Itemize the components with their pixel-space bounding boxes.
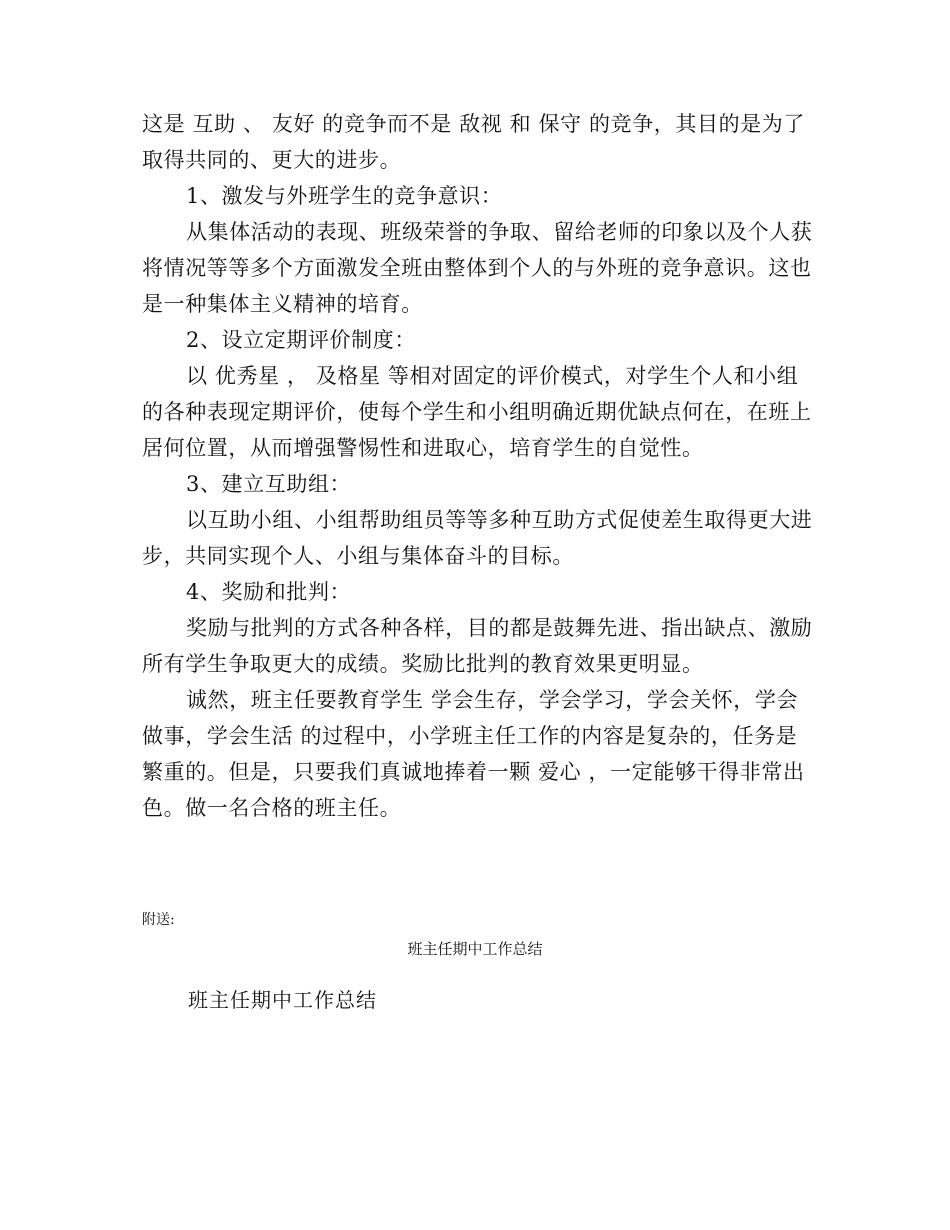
doc-title: 班主任期中工作总结 [407,940,543,958]
paragraph-intro: 这是 互助 、 友好 的竞争而不是 敌视 和 保守 的竞争，其目的是为了取得共同的、更大的进步。 [142,112,805,172]
body-text [142,106,814,826]
heading-4: 4、奖励和批判： [186,580,352,604]
paragraph-conclusion: 诚然，班主任要教育学生 学会生存，学会学习，学会关怀，学会做事，学会生活 的过程中，小学班主任工作的内容是复杂的，任务是繁重的。但是，只要我们真诚地捧着一颗 爱心 ，一定能够干得非常出色。做一名合格的班主任。 [142,688,805,820]
paragraph-1: 从集体活动的表现、班级荣誉的争取、留给老师的印象以及个人获将情况等等多个方面激发全班由整体到个人的与外班的竞争意识。这也是一种集体主义精神的培育。 [142,220,813,316]
paragraph-4: 奖励与批判的方式各种各样，目的都是鼓舞先进、指出缺点、激励所有学生争取更大的成绩。奖励比批判的教育效果更明显。 [142,616,813,676]
heading-1: 1、激发与外班学生的竞争意识： [186,184,503,208]
paragraph-3: 以互助小组、小组帮助组员等等多种互助方式促使差生取得更大进步，共同实现个人、小组与集体奋斗的目标。 [142,508,813,568]
appendix-label: 附送: [142,912,175,928]
doc-subtitle: 班主任期中工作总结 [188,988,377,1012]
heading-3: 3、建立互助组： [186,472,352,496]
heading-2: 2、设立定期评价制度： [186,328,416,352]
paragraph-2: 以 优秀星 ， 及格星 等相对固定的评价模式，对学生个人和小组的各种表现定期评价，使每个学生和小组明确近期优缺点何在，在班上居何位置，从而增强警惕性和进取心，培育学生的自觉性。 [142,364,812,460]
